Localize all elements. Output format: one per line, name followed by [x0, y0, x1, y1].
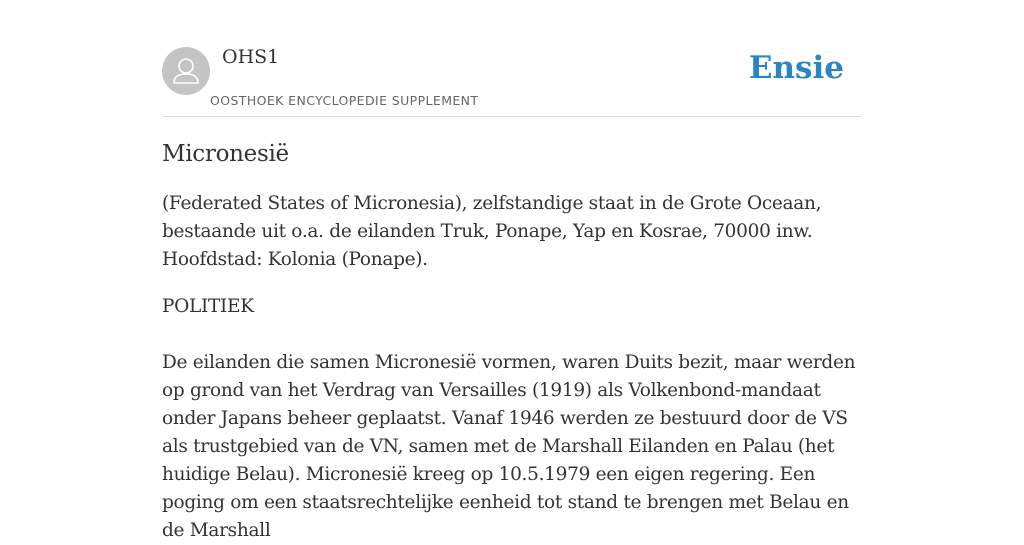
user-avatar-icon[interactable]	[162, 47, 210, 95]
article	[162, 138, 862, 545]
username-link[interactable]: OHS1	[222, 46, 280, 68]
header	[162, 0, 862, 117]
source-label[interactable]: OOSTHOEK ENCYCLOPEDIE SUPPLEMENT	[210, 93, 479, 108]
article-intro: (Federated States of Micronesia), zelfstandige staat in de Grote Oceaan, bestaande uit o.a. de eilanden Truk, Ponape, Yap en Kosrae, 70000 inw. Hoofdstad: Kolonia (Ponape).	[162, 193, 822, 270]
brand-logo[interactable]: Ensie	[748, 50, 844, 86]
section-heading: POLITIEK	[162, 296, 254, 317]
article-body: De eilanden die samen Micronesië vormen, waren Duits bezit, maar werden op grond van het Verdrag van Versailles (1919) als Volkenbond-mandaat onder Japans beheer geplaatst. Vanaf 1946 werden ze bestuurd door de VS als trustgebied van de VN, samen met de Marshall Eilanden en Palau (het huidige Belau). Micronesië kreeg op 10.5.1979 een eigen regering. Een poging om een staatsrechtelijke eenheid tot stand te brengen met Belau en de Marshall	[162, 352, 856, 541]
article-title: Micronesië	[162, 141, 289, 167]
